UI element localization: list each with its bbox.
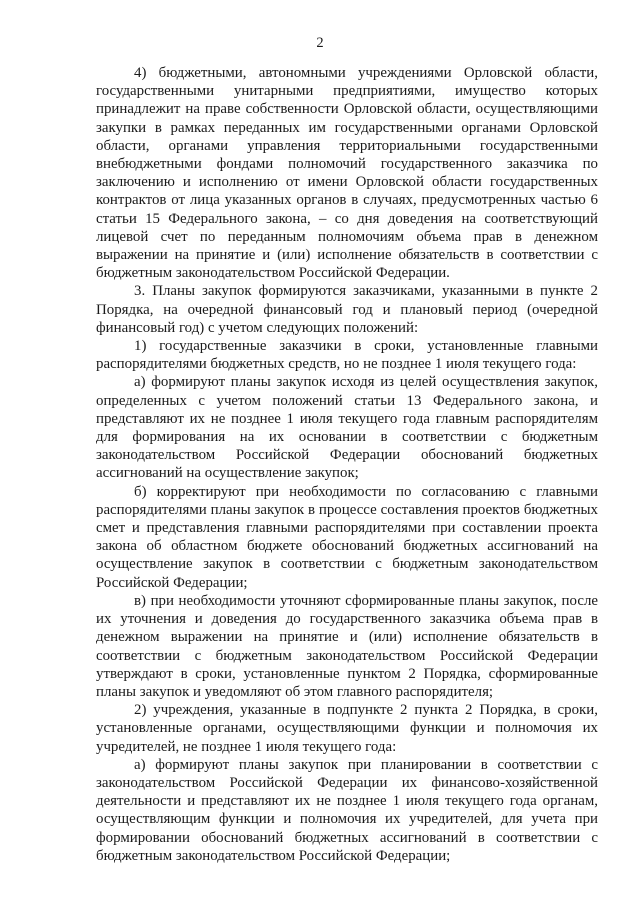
paragraph-item-4: 4) бюджетными, автономными учреждениями Орловской области, государственными унитарными предприятиями, имущество которых принадлежит на праве собственности Орловской области, осуществляющими закупки в рамках переданных им государственными органами Орловской области, органами управления территориальными государственными внебюджетными фондами полномочий государственного заказчика по заключению и исполнению от имени Орловской области государственных контрактов от лица указанных органов в случаях, предусмотренных частью 6 статьи 15 Федерального закона, – со дня доведения на соответствующий лицевой счет по переданным полномочиям объема прав в денежном выражении на принятие и (или) исполнение обязательств в соответствии с бюджетным законодательством Российской Федерации.	[96, 65, 598, 282]
paragraph-subitem-1a: а) формируют планы закупок исходя из целей осуществления закупок, определенных с учетом положений статьи 13 Федерального закона, и представляют их не позднее 1 июля текущего года главным распорядителям для формирования на их основании в соответствии с бюджетным законодательством Российской Федерации обоснований бюджетных ассигнований на осуществление закупок;	[96, 374, 598, 482]
page-number: 2	[316, 35, 324, 51]
paragraph-subitem-1b: б) корректируют при необходимости по согласованию с главными распорядителями планы закупок в процессе составления проектов бюджетных смет и представления главными распорядителями при составлении проекта закона об областном бюджете обоснований бюджетных ассигнований на осуществление закупок в соответствии с бюджетным законодательством Российской Федерации;	[96, 483, 598, 591]
paragraph-subitem-1c: в) при необходимости уточняют сформированные планы закупок, после их уточнения и доведения до государственного заказчика объема прав в денежном выражении на принятие и (или) исполнение обязательств в соответствии с бюджетным законодательством Российской Федерации утверждают в сроки, установленные пунктом 2 Порядка, сформированные планы закупок и уведомляют об этом главного распорядителя;	[96, 592, 598, 700]
paragraph-section-3: 3. Планы закупок формируются заказчиками, указанными в пункте 2 Порядка, на очередной финансовый год и плановый период (очередной финансовый год) с учетом следующих положений:	[96, 283, 598, 336]
document-body	[96, 64, 598, 865]
paragraph-subitem-2: 2) учреждения, указанные в подпункте 2 пункта 2 Порядка, в сроки, установленные органами, осуществляющими функции и полномочия их учредителей, не позднее 1 июля текущего года:	[96, 702, 598, 755]
paragraph-subitem-1: 1) государственные заказчики в сроки, установленные главными распорядителями бюджетных средств, но не позднее 1 июля текущего года:	[96, 338, 598, 373]
paragraph-subitem-2a: а) формируют планы закупок при планировании в соответствии с законодательством Российской Федерации их финансово-хозяйственной деятельности и представляют их не позднее 1 июля текущего года органам, осуществляющим функции и полномочия их учредителей, для учета при формировании обоснований бюджетных ассигнований в соответствии с бюджетным законодательством Российской Федерации;	[96, 756, 598, 864]
